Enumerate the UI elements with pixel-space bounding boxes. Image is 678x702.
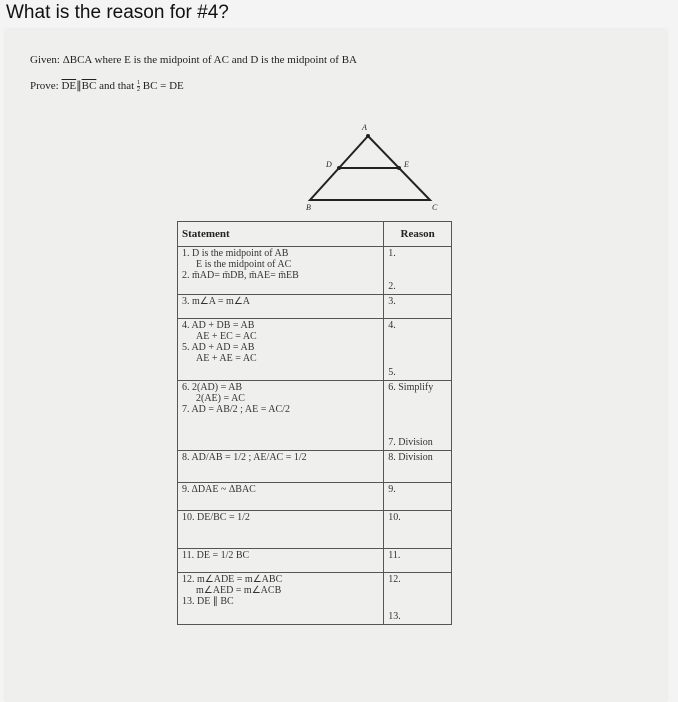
proof-row xyxy=(178,319,452,381)
proof-row xyxy=(178,295,452,319)
reason-cell xyxy=(384,381,452,451)
proof-body xyxy=(178,247,452,625)
statement-line: 3. m∠A = m∠A xyxy=(182,296,251,307)
reason-line: 6. Simplify xyxy=(388,382,434,393)
reason-line: 8. Division xyxy=(388,452,433,463)
statement-line: 1. D is the midpoint of AB xyxy=(182,248,289,259)
proof-row xyxy=(178,511,452,549)
statement-line: 9. ΔDAE ~ ΔBAC xyxy=(182,484,256,495)
reason-line: 11. xyxy=(388,550,401,561)
statement-line: 10. DE/BC = 1/2 xyxy=(182,512,250,523)
proof-row xyxy=(178,247,452,295)
reason-line: 1. xyxy=(388,248,396,259)
proof-row xyxy=(178,451,452,483)
statement-line: 2(AE) = AC xyxy=(196,393,245,404)
statement-line: 2. m̄AD= m̄DB, m̄AE= m̄EB xyxy=(182,270,299,281)
reason-line: 5. xyxy=(388,367,396,378)
statement-cell xyxy=(178,381,384,451)
statement-line: 8. AD/AB = 1/2 ; AE/AC = 1/2 xyxy=(182,452,307,463)
proof-row xyxy=(178,573,452,625)
statement-line: AE + AE = AC xyxy=(196,353,257,364)
reason-header: Reason xyxy=(384,222,452,247)
statement-line: AE + EC = AC xyxy=(196,331,257,342)
parallel-symbol: ∥ xyxy=(76,80,82,92)
statement-line: m∠AED = m∠ACB xyxy=(196,585,282,596)
reason-line: 7. Division xyxy=(388,437,433,448)
statement-cell xyxy=(178,295,384,319)
reason-cell xyxy=(384,511,452,549)
statement-line: 12. m∠ADE = m∠ABC xyxy=(182,574,283,585)
reason-line: 12. xyxy=(388,574,401,585)
label-d: D xyxy=(326,160,332,169)
reason-line: 13. xyxy=(388,611,401,622)
statement-cell xyxy=(178,247,384,295)
prove-statement xyxy=(30,79,184,93)
reason-cell xyxy=(384,295,452,319)
question-title: What is the reason for #4? xyxy=(6,2,229,23)
proof-row xyxy=(178,549,452,573)
triangle-diagram xyxy=(300,118,450,213)
given-statement: Given: ΔBCA where E is the midpoint of AC and D is the midpoint of BA xyxy=(30,54,357,66)
reason-cell xyxy=(384,483,452,511)
proof-header-row xyxy=(178,222,452,247)
statement-header: Statement xyxy=(178,222,384,247)
statement-cell xyxy=(178,319,384,381)
proof-row xyxy=(178,483,452,511)
segment-bc: $\overline{BC}$ xyxy=(81,80,97,92)
reason-line: 9. xyxy=(388,484,396,495)
and-that-text: and that xyxy=(99,80,135,92)
label-e: E xyxy=(404,160,409,169)
statement-cell xyxy=(178,573,384,625)
statement-cell xyxy=(178,451,384,483)
statement-cell xyxy=(178,549,384,573)
proof-table xyxy=(177,221,452,625)
statement-line: 4. AD + DB = AB xyxy=(182,320,255,331)
label-a: A xyxy=(362,123,367,132)
reason-cell xyxy=(384,451,452,483)
statement-line: 13. DE ∥ BC xyxy=(182,596,234,607)
reason-cell xyxy=(384,247,452,295)
reason-line: 2. xyxy=(388,281,396,292)
label-b: B xyxy=(306,203,311,212)
segment-de: $\overline{DE}$ xyxy=(61,80,77,92)
reason-cell xyxy=(384,573,452,625)
statement-line: E is the midpoint of AC xyxy=(196,259,292,270)
statement-cell xyxy=(178,483,384,511)
statement-line: 7. AD = AB/2 ; AE = AC/2 xyxy=(182,404,290,415)
statement-line: 11. DE = 1/2 BC xyxy=(182,550,250,561)
statement-line: 5. AD + AD = AB xyxy=(182,342,255,353)
prove-rest: BC = DE xyxy=(142,80,184,92)
reason-cell xyxy=(384,549,452,573)
prove-prefix: Prove: xyxy=(30,80,59,92)
statement-cell xyxy=(178,511,384,549)
half-denominator: 2 xyxy=(136,86,140,93)
label-c: C xyxy=(432,203,438,212)
proof-row xyxy=(178,381,452,451)
reason-line: 10. xyxy=(388,512,401,523)
reason-line: 3. xyxy=(388,296,396,307)
half-fraction xyxy=(137,80,140,93)
reason-cell xyxy=(384,319,452,381)
statement-line: 6. 2(AD) = AB xyxy=(182,382,243,393)
reason-line: 4. xyxy=(388,320,396,331)
half-numerator: 1 xyxy=(136,79,140,86)
